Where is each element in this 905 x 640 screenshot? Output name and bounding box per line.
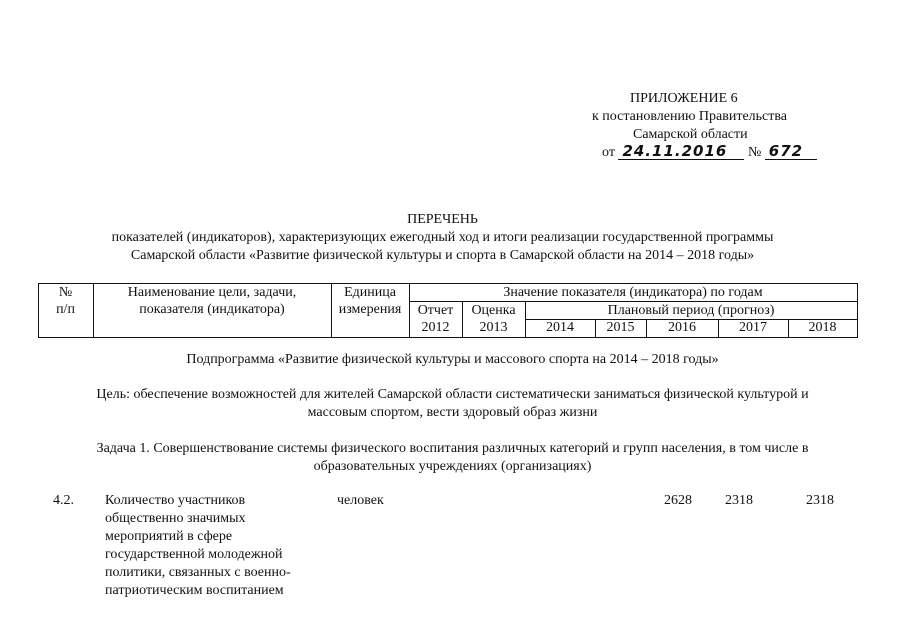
header-unit-line1: Единица: [344, 285, 396, 300]
document-subtitle-line1: показателей (индикаторов), характеризующих ежегодный ход и итоги реализации государственной программы: [111, 230, 774, 245]
header-unit-line2: измерения: [338, 302, 402, 317]
year-2018: 2018: [808, 320, 837, 335]
row-description-line: общественно значимых: [105, 511, 246, 526]
appendix-date-row: [602, 144, 817, 161]
year-2012: 2012: [421, 320, 450, 335]
year-2013: 2013: [479, 320, 508, 335]
subprogram-title: Подпрограмма «Развитие физической культуры и массового спорта на 2014 – 2018 годы»: [186, 352, 719, 367]
document-subtitle-line2: Самарской области «Развитие физической культуры и спорта в Самарской области на 2014 – 2018 годы»: [130, 248, 755, 263]
handwritten-date: 24.11.2016: [618, 144, 744, 160]
appendix-region-line: Самарской области: [633, 127, 748, 142]
table-border: [409, 301, 857, 302]
date-prefix: от: [602, 145, 615, 160]
appendix-decree-line: к постановлению Правительства: [592, 109, 788, 124]
row-unit: человек: [337, 493, 384, 508]
handwritten-number: 672: [765, 144, 817, 160]
header-num-line1: №: [58, 285, 73, 300]
table-border: [857, 284, 858, 337]
header-estimate: Оценка: [471, 303, 516, 318]
number-prefix: №: [747, 145, 762, 160]
row-description-line: Количество участников: [105, 493, 246, 508]
goal-line1: Цель: обеспечение возможностей для жителей Самарской области систематически заниматься физической культурой и: [96, 387, 809, 402]
header-values-by-year: Значение показателя (индикатора) по годам: [503, 285, 763, 300]
header-num-line2: п/п: [56, 302, 75, 317]
indicator-table-header: [38, 283, 858, 338]
goal-line2: массовым спортом, вести здоровый образ жизни: [307, 405, 598, 420]
year-2014: 2014: [546, 320, 574, 335]
header-name-line1: Наименование цели, задачи,: [127, 285, 297, 300]
row-number: 4.2.: [53, 493, 74, 508]
task-line2: образовательных учреждениях (организациях): [313, 459, 592, 474]
row-value-2016: 2628: [664, 493, 692, 508]
header-planned-period: Плановый период (прогноз): [607, 303, 775, 318]
year-2015: 2015: [606, 320, 635, 335]
document-title: ПЕРЕЧЕНЬ: [407, 212, 478, 227]
row-value-2018: 2318: [806, 493, 834, 508]
appendix-title: ПРИЛОЖЕНИЕ 6: [630, 91, 738, 106]
row-description-line: патриотическим воспитанием: [105, 583, 284, 598]
row-description-line: государственной молодежной: [105, 547, 283, 562]
row-value-2017: 2318: [725, 493, 753, 508]
header-report: Отчет: [417, 303, 454, 318]
row-description-line: мероприятий в сфере: [105, 529, 233, 544]
task-line1: Задача 1. Совершенствование системы физического воспитания различных категорий и групп населения, в том числе в: [96, 441, 809, 456]
row-description-line: политики, связанных с военно-: [105, 565, 291, 580]
year-2017: 2017: [739, 320, 767, 335]
header-name-line2: показателя (индикатора): [139, 302, 285, 317]
year-2016: 2016: [668, 320, 696, 335]
